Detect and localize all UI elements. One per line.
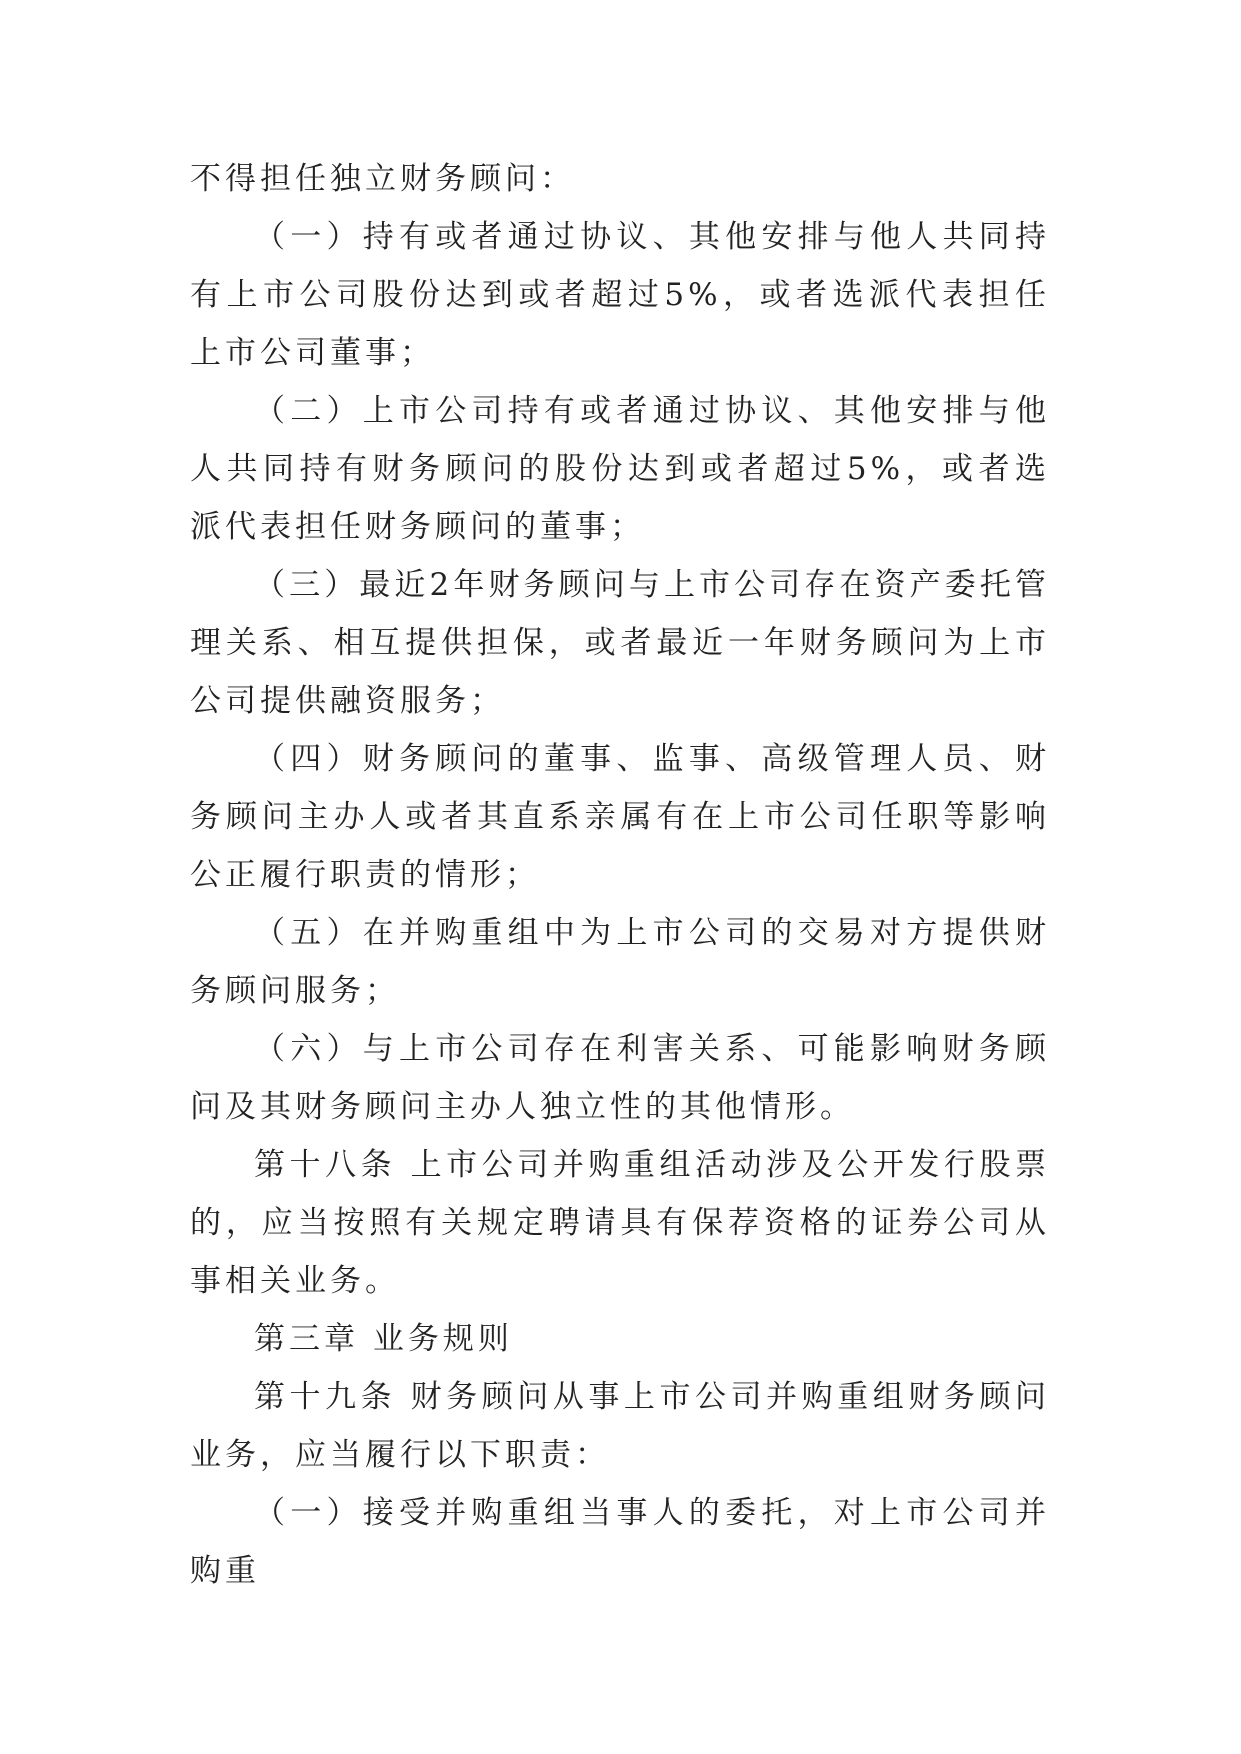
paragraph-clause-2: （二）上市公司持有或者通过协议、其他安排与他人共同持有财务顾问的股份达到或者超过5%，或者选派代表担任财务顾问的董事； <box>190 393 1050 545</box>
document-body <box>190 150 1050 1600</box>
paragraph-clause-5: （五）在并购重组中为上市公司的交易对方提供财务顾问服务； <box>190 915 1050 1009</box>
paragraph-duty-1: （一）接受并购重组当事人的委托，对上市公司并购重 <box>190 1495 1050 1589</box>
paragraph-article-19: 第十九条 财务顾问从事上市公司并购重组财务顾问业务，应当履行以下职责： <box>190 1379 1050 1473</box>
paragraph-clause-3: （三）最近2年财务顾问与上市公司存在资产委托管理关系、相互提供担保，或者最近一年财务顾问为上市公司提供融资服务； <box>190 567 1050 719</box>
paragraph-continuation: 不得担任独立财务顾问： <box>190 161 575 197</box>
paragraph-clause-1: （一）持有或者通过协议、其他安排与他人共同持有上市公司股份达到或者超过5%，或者选派代表担任上市公司董事； <box>190 219 1050 371</box>
paragraph-clause-4: （四）财务顾问的董事、监事、高级管理人员、财务顾问主办人或者其直系亲属有在上市公司任职等影响公正履行职责的情形； <box>190 741 1050 893</box>
chapter-heading: 第三章 业务规则 <box>254 1321 513 1357</box>
paragraph-article-18: 第十八条 上市公司并购重组活动涉及公开发行股票的，应当按照有关规定聘请具有保荐资格的证券公司从事相关业务。 <box>190 1147 1050 1299</box>
paragraph-clause-6: （六）与上市公司存在利害关系、可能影响财务顾问及其财务顾问主办人独立性的其他情形。 <box>190 1031 1050 1125</box>
